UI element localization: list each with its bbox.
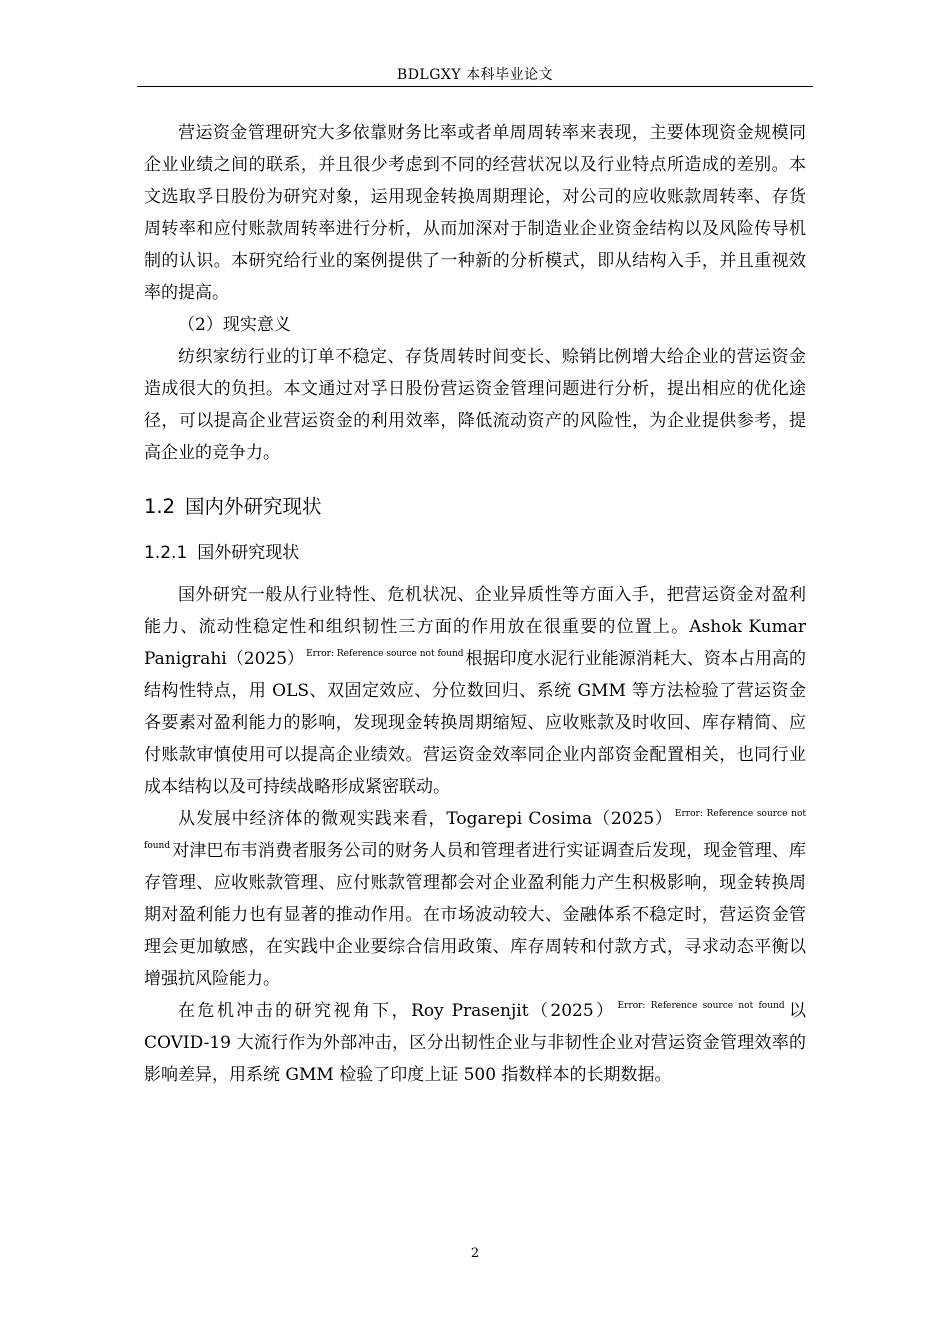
citation-author: Ashok Kumar Panigrahi（2025） — [144, 617, 807, 669]
paragraph-text: 从发展中经济体的微观实践来看，Togarepi Cosima（2025） — [178, 809, 673, 829]
section-title: 国内外研究现状 — [185, 495, 322, 518]
section-heading-1-2-1 — [144, 537, 806, 569]
page-body — [144, 117, 806, 1091]
header-divider — [137, 86, 813, 87]
section-heading-1-2 — [144, 491, 806, 523]
paragraph-text: 以 COVID-19 大流行作为外部冲击，区分出韧性企业与非韧性企业对营运资金管理效率的影响差异，用系统 GMM 检验了印度上证 500 指数样本的长期数据。 — [144, 1001, 807, 1085]
page-number: 2 — [470, 1246, 480, 1261]
reference-error: Error: Reference source not found — [306, 649, 464, 659]
subheading-practical-significance: （2）现实意义 — [178, 315, 291, 335]
reference-error: Error: Reference source not found — [617, 1001, 785, 1011]
paragraph-text: 对津巴布韦消费者服务公司的财务人员和管理者进行实证调查后发现，现金管理、库存管理、应收账款管理、应付账款管理都会对企业盈利能力产生积极影响，现金转换周期对盈利能力也有显著的推动作用。在市场波动较大、金融体系不稳定时，营运资金管理会更加敏感，在实践中企业要综合信用政策、库存周转和付款方式，寻求动态平衡以增强抗风险能力。 — [144, 841, 806, 989]
paragraph-roy-prasenjit — [144, 995, 806, 1091]
paragraph-practical-significance: 纺织家纺行业的订单不稳定、存货周转时间变长、赊销比例增大给企业的营运资金造成很大的负担。本文通过对孚日股份营运资金管理问题进行分析，提出相应的优化途径，可以提高企业营运资金的利用效率，降低流动资产的风险性，为企业提供参考，提高企业的竞争力。 — [144, 347, 806, 463]
paragraph-togarepi — [144, 803, 806, 995]
paragraph-foreign-research-overview — [144, 579, 806, 803]
paragraph-text: 在危机冲击的研究视角下，Roy Prasenjit（2025） — [178, 1001, 616, 1021]
section-number: 1.2 — [144, 495, 176, 518]
paragraph-text: 根据印度水泥行业能源消耗大、资本占用高的结构性特点，用 OLS、双固定效应、分位数回归、系统 GMM 等方法检验了营运资金各要素对盈利能力的影响，发现现金转换周期缩短、应收账款及时收回、库存精简、应付账款审慎使用可以提高企业绩效。营运资金效率同企业内部资金配置相关，也同行业成本结构以及可持续战略形成紧密联动。 — [144, 649, 807, 797]
paragraph-text: 国外研究一般从行业特性、危机状况、企业异质性等方面入手，把营运资金对盈利能力、流动性稳定性和组织韧性三方面的作用放在很重要的位置上。 — [144, 585, 806, 637]
subsection-title: 国外研究现状 — [197, 543, 300, 563]
reference-error: Error: Reference source not found — [144, 809, 806, 851]
subsection-number: 1.2.1 — [144, 543, 188, 563]
running-header: BDLGXY 本科毕业论文 — [396, 67, 554, 83]
paragraph-theoretical-significance: 营运资金管理研究大多依靠财务比率或者单周周转率来表现，主要体现资金规模同企业业绩之间的联系，并且很少考虑到不同的经营状况以及行业特点所造成的差别。本文选取孚日股份为研究对象，运用现金转换周期理论，对公司的应收账款周转率、存货周转率和应付账款周转率进行分析，从而加深对于制造业企业资金结构以及风险传导机制的认识。本研究给行业的案例提供了一种新的分析模式，即从结构入手，并且重视效率的提高。 — [144, 123, 806, 303]
